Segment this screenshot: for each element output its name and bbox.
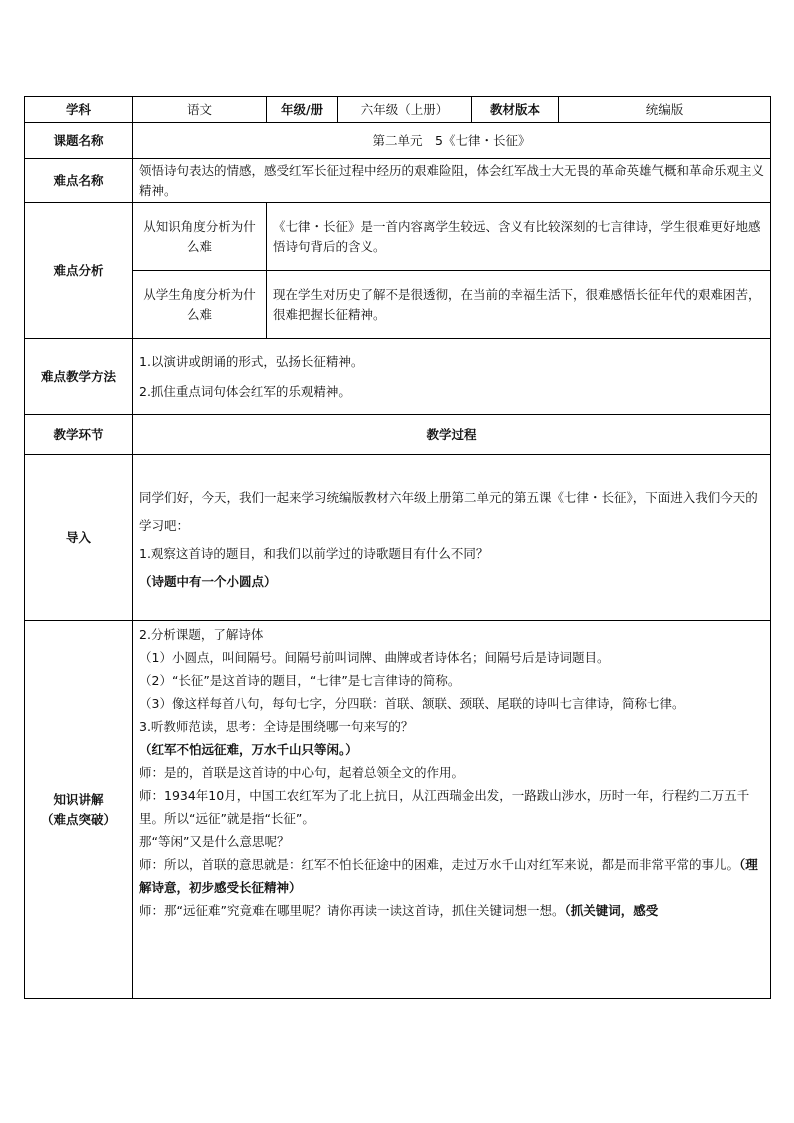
analysis-knowledge-row	[25, 203, 771, 271]
method-item: 1.以演讲或朗诵的形式，弘扬长征精神。	[139, 353, 364, 369]
difficulty-label: 难点名称	[25, 159, 133, 203]
lesson-label: 课题名称	[25, 123, 133, 159]
knowledge-note: （理解诗意，初步感受长征精神）	[139, 857, 758, 895]
knowledge-line: （1）小圆点，叫间隔号。间隔号前叫词牌、曲牌或者诗体名；间隔号后是诗词题目。	[139, 650, 610, 665]
subject-label: 学科	[25, 97, 133, 123]
method-content	[133, 339, 771, 415]
knowledge-label	[25, 621, 133, 999]
knowledge-line: 师：是的，首联是这首诗的中心句，起着总领全文的作用。	[139, 765, 465, 780]
edition-value: 统编版	[559, 97, 771, 123]
header-row	[25, 97, 771, 123]
stage-header: 教学环节	[25, 415, 133, 455]
knowledge-content	[133, 621, 771, 999]
knowledge-line-with-note	[139, 899, 764, 922]
edition-label: 教材版本	[472, 97, 559, 123]
process-header-row	[25, 415, 771, 455]
student-angle-text: 现在学生对历史了解不是很透彻，在当前的幸福生活下，很难感悟长征年代的艰难困苦，很难把握长征精神。	[267, 271, 771, 339]
knowledge-angle-label: 从知识角度分析为什么难	[133, 203, 267, 271]
knowledge-line: 那“等闲”又是什么意思呢？	[139, 834, 290, 849]
knowledge-note: （抓关键词，感受	[564, 903, 659, 918]
difficulty-row	[25, 159, 771, 203]
lesson-title: 第二单元 5《七律・长征》	[133, 123, 771, 159]
subject-value: 语文	[133, 97, 267, 123]
intro-answer: （诗题中有一个小圆点）	[139, 573, 277, 589]
knowledge-row	[25, 621, 771, 999]
knowledge-answer: （红军不怕远征难，万水千山只等闲。）	[139, 742, 358, 757]
student-angle-label: 从学生角度分析为什么难	[133, 271, 267, 339]
knowledge-line-with-note	[139, 853, 764, 899]
knowledge-line: 师：所以，首联的意思就是：红军不怕长征途中的困难，走过万水千山对红军来说，都是而非常平常的事儿。	[139, 857, 740, 872]
grade-value: 六年级（上册）	[338, 97, 472, 123]
intro-label: 导入	[25, 455, 133, 621]
intro-text: 同学们好，今天，我们一起来学习统编版教材六年级上册第二单元的第五课《七律・长征》，下面进入我们今天的学习吧：	[139, 489, 758, 533]
knowledge-angle-text: 《七律・长征》是一首内容离学生较远、含义有比较深刻的七言律诗，学生很难更好地感悟诗句背后的含义。	[267, 203, 771, 271]
method-row	[25, 339, 771, 415]
knowledge-line: 2.分析课题，了解诗体	[139, 627, 264, 642]
lesson-row	[25, 123, 771, 159]
knowledge-line: 师：1934年10月，中国工农红军为了北上抗日，从江西瑞金出发，一路跋山涉水，历时一年，行程约二万五千里。所以“远征”就是指“长征”。	[139, 788, 750, 826]
process-header: 教学过程	[133, 415, 771, 455]
method-item: 2.抓住重点词句体会红军的乐观精神。	[139, 383, 351, 399]
knowledge-line: （2）“长征”是这首诗的题目，“七律”是七言律诗的简称。	[139, 673, 461, 688]
knowledge-line: 3.听教师范读，思考：全诗是围绕哪一句来写的？	[139, 719, 414, 734]
intro-content	[133, 455, 771, 621]
method-label: 难点教学方法	[25, 339, 133, 415]
knowledge-label-sub: （难点突破）	[40, 811, 116, 827]
difficulty-text: 领悟诗句表达的情感，感受红军长征过程中经历的艰难险阻，体会红军战士大无畏的革命英雄气概和革命乐观主义精神。	[133, 159, 771, 203]
knowledge-line: 师：那“远征难”究竟难在哪里呢？请你再读一读这首诗，抓住关键词想一想。	[139, 903, 565, 918]
grade-label: 年级/册	[267, 97, 338, 123]
analysis-label: 难点分析	[25, 203, 133, 339]
knowledge-line: （3）像这样每首八句，每句七字，分四联：首联、颔联、颈联、尾联的诗叫七言律诗，简称七律。	[139, 696, 685, 711]
knowledge-label-main: 知识讲解	[53, 791, 104, 807]
lesson-plan-table	[24, 96, 771, 999]
intro-question: 1.观察这首诗的题目，和我们以前学过的诗歌题目有什么不同？	[139, 545, 489, 561]
analysis-student-row	[25, 271, 771, 339]
intro-row	[25, 455, 771, 621]
